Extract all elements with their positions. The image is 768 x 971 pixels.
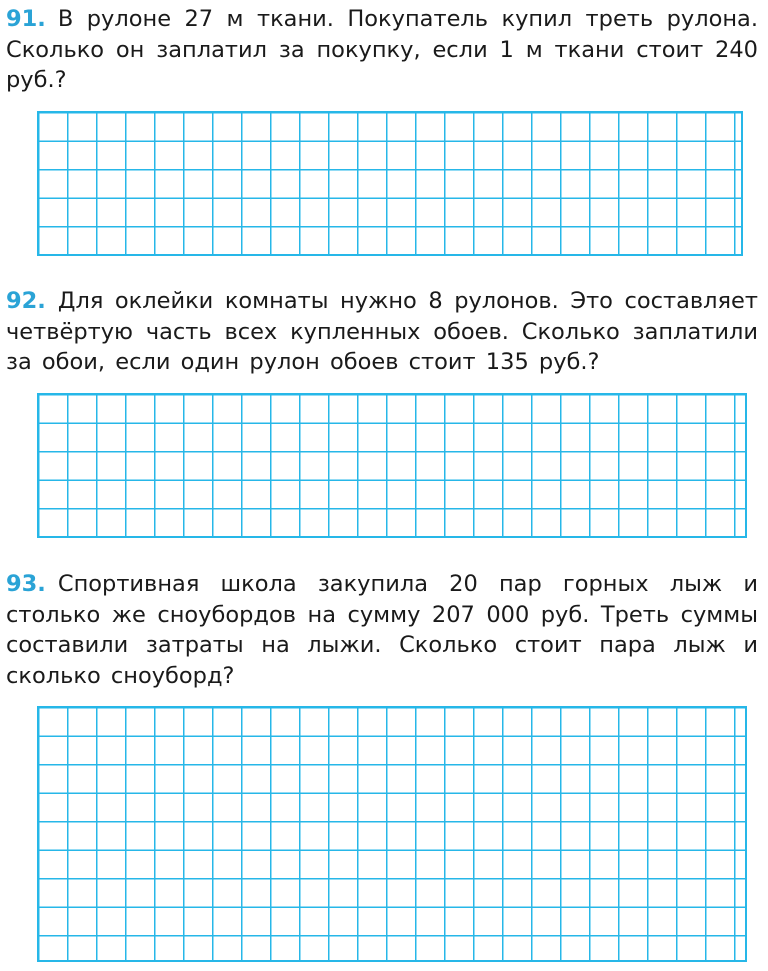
- problem-91-body: В рулоне 27 м ткани. Покупатель купил треть рулона. Сколько он заплатил за покупку, если 1 м ткани стоит 240 руб.?: [6, 6, 758, 93]
- problem-92-text: [6, 286, 758, 378]
- problem-93-body: Спортивная школа закупила 20 пар горных лыж и столько же сноубордов на сумму 207 000 руб. Треть суммы составили затраты на лыжи. Сколько стоит пара лыж и сколько сноуборд?: [6, 571, 758, 689]
- problem-93-text: [6, 569, 758, 691]
- problem-92: [6, 286, 758, 378]
- problem-92-body: Для оклейки комнаты нужно 8 рулонов. Это составляет четвёртую часть всех купленных обоев. Сколько заплатили за обои, если один рулон обоев стоит 135 руб.?: [6, 288, 758, 375]
- problem-91: [6, 4, 758, 96]
- problem-92-number: 92.: [6, 288, 46, 314]
- answer-grid-91[interactable]: [37, 111, 743, 256]
- answer-grid-93[interactable]: [37, 706, 747, 962]
- problem-93: [6, 569, 758, 691]
- answer-grid-92[interactable]: [37, 393, 747, 538]
- problem-93-number: 93.: [6, 571, 46, 597]
- problem-91-number: 91.: [6, 6, 46, 32]
- problem-91-text: [6, 4, 758, 96]
